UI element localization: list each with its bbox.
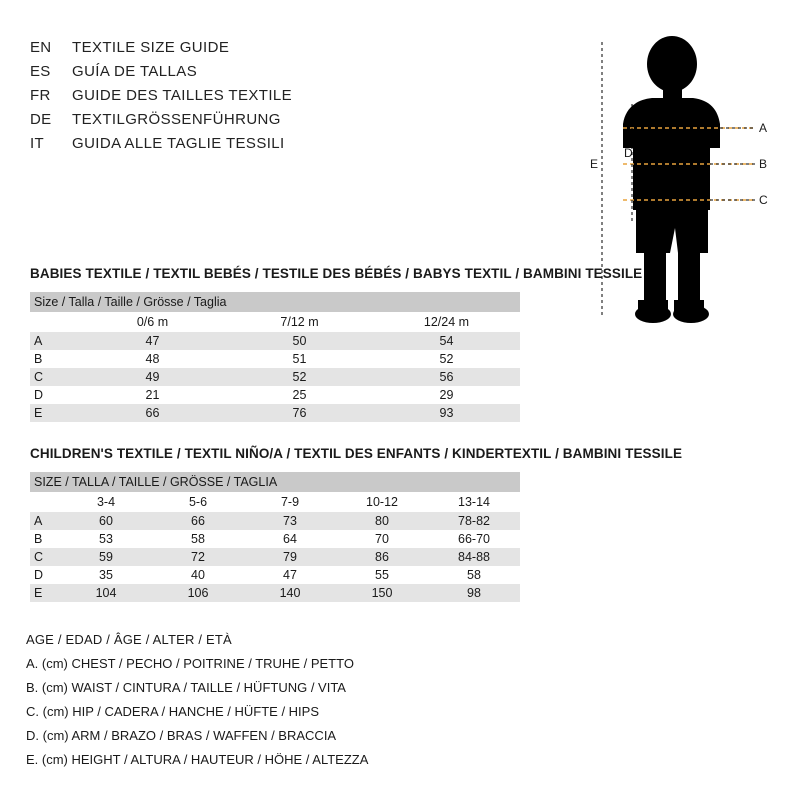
babies-cell-a-2: 54 <box>373 332 520 350</box>
children-col-4: 13-14 <box>428 492 520 512</box>
children-cell-a-1: 66 <box>152 512 244 530</box>
legend-block <box>26 628 368 772</box>
children-table <box>30 472 520 602</box>
table-row <box>30 386 520 404</box>
children-cell-c-2: 79 <box>244 548 336 566</box>
children-col-2: 7-9 <box>244 492 336 512</box>
title-lang-es: ES <box>30 63 51 80</box>
babies-row-label-a: A <box>30 332 79 350</box>
children-band-label: SIZE / TALLA / TAILLE / GRÖSSE / TAGLIA <box>30 472 520 492</box>
babies-section-title: BABIES TEXTILE / TEXTIL BEBÉS / TESTILE DES BÉBÉS / BABYS TEXTIL / BAMBINI TESSILE <box>30 266 643 281</box>
children-cell-a-2: 73 <box>244 512 336 530</box>
children-row-label-b: B <box>30 530 60 548</box>
title-lang-de: DE <box>30 111 52 128</box>
marker-label-a: A <box>759 121 768 135</box>
figure-svg <box>560 28 790 328</box>
title-row <box>30 60 450 84</box>
babies-cell-e-1: 76 <box>226 404 373 422</box>
children-cell-c-1: 72 <box>152 548 244 566</box>
babies-row-label-e: E <box>30 404 79 422</box>
legend-line-e: E. (cm) HEIGHT / ALTURA / HAUTEUR / HÖHE / ALTEZZA <box>26 752 369 767</box>
children-section-title: CHILDREN'S TEXTILE / TEXTIL NIÑO/A / TEXTIL DES ENFANTS / KINDERTEXTIL / BAMBINI TESSILE <box>30 446 683 461</box>
table-row <box>30 512 520 530</box>
children-cell-e-0: 104 <box>60 584 152 602</box>
child-figure-diagram <box>560 28 790 328</box>
table-row <box>30 368 520 386</box>
title-text-fr: GUIDE DES TAILLES TEXTILE <box>72 87 293 104</box>
babies-cell-c-2: 56 <box>373 368 520 386</box>
children-cell-e-1: 106 <box>152 584 244 602</box>
children-col-0: 3-4 <box>60 492 152 512</box>
title-block <box>30 36 450 156</box>
babies-cell-b-0: 48 <box>79 350 226 368</box>
table-row <box>30 404 520 422</box>
babies-cell-a-0: 47 <box>79 332 226 350</box>
title-row <box>30 108 450 132</box>
table-row <box>30 548 520 566</box>
children-cell-d-2: 47 <box>244 566 336 584</box>
title-lang-fr: FR <box>30 87 51 104</box>
babies-table <box>30 292 520 422</box>
children-cell-a-0: 60 <box>60 512 152 530</box>
children-col-3: 10-12 <box>336 492 428 512</box>
children-cell-b-1: 58 <box>152 530 244 548</box>
marker-label-d: D <box>624 146 633 160</box>
title-text-de: TEXTILGRÖSSENFÜHRUNG <box>72 111 281 128</box>
marker-label-c: C <box>759 193 768 207</box>
children-row-label-a: A <box>30 512 60 530</box>
children-cell-d-0: 35 <box>60 566 152 584</box>
legend-heading: AGE / EDAD / ÂGE / ALTER / ETÀ <box>26 632 232 647</box>
marker-label-e: E <box>590 157 599 171</box>
children-cell-b-0: 53 <box>60 530 152 548</box>
babies-col-1: 7/12 m <box>226 312 373 332</box>
table-row <box>30 350 520 368</box>
table-row <box>30 584 520 602</box>
babies-col-2: 12/24 m <box>373 312 520 332</box>
babies-cell-e-0: 66 <box>79 404 226 422</box>
children-band-row <box>30 472 520 492</box>
children-cell-b-3: 70 <box>336 530 428 548</box>
children-cell-c-4: 84-88 <box>428 548 520 566</box>
title-row <box>30 36 450 60</box>
legend-line-b: B. (cm) WAIST / CINTURA / TAILLE / HÜFTUNG / VITA <box>26 680 346 695</box>
children-cell-a-3: 80 <box>336 512 428 530</box>
children-row-label-c: C <box>30 548 60 566</box>
babies-row-label-b: B <box>30 350 79 368</box>
children-cell-e-4: 98 <box>428 584 520 602</box>
babies-cell-b-1: 51 <box>226 350 373 368</box>
children-column-header-row <box>30 492 520 512</box>
children-cell-e-2: 140 <box>244 584 336 602</box>
title-text-es: GUÍA DE TALLAS <box>72 63 198 80</box>
babies-cell-b-2: 52 <box>373 350 520 368</box>
children-cell-e-3: 150 <box>336 584 428 602</box>
babies-corner-cell <box>30 312 79 332</box>
title-text-it: GUIDA ALLE TAGLIE TESSILI <box>72 135 285 152</box>
children-cell-a-4: 78-82 <box>428 512 520 530</box>
legend-line-c: C. (cm) HIP / CADERA / HANCHE / HÜFTE / HIPS <box>26 704 320 719</box>
title-row <box>30 84 450 108</box>
babies-band-label: Size / Talla / Taille / Grösse / Taglia <box>30 292 520 312</box>
children-cell-c-3: 86 <box>336 548 428 566</box>
children-cell-d-4: 58 <box>428 566 520 584</box>
title-lang-it: IT <box>30 135 44 152</box>
babies-column-header-row <box>30 312 520 332</box>
children-col-1: 5-6 <box>152 492 244 512</box>
babies-cell-d-2: 29 <box>373 386 520 404</box>
table-row <box>30 530 520 548</box>
babies-cell-c-0: 49 <box>79 368 226 386</box>
title-row <box>30 132 450 156</box>
children-corner-cell <box>30 492 60 512</box>
children-row-label-e: E <box>30 584 60 602</box>
children-cell-b-2: 64 <box>244 530 336 548</box>
title-lang-en: EN <box>30 39 52 56</box>
babies-cell-d-1: 25 <box>226 386 373 404</box>
children-cell-d-3: 55 <box>336 566 428 584</box>
children-cell-b-4: 66-70 <box>428 530 520 548</box>
legend-line-a: A. (cm) CHEST / PECHO / POITRINE / TRUHE / PETTO <box>26 656 354 671</box>
babies-col-0: 0/6 m <box>79 312 226 332</box>
babies-cell-a-1: 50 <box>226 332 373 350</box>
children-cell-d-1: 40 <box>152 566 244 584</box>
table-row <box>30 332 520 350</box>
babies-band-row <box>30 292 520 312</box>
legend-line-d: D. (cm) ARM / BRAZO / BRAS / WAFFEN / BRACCIA <box>26 728 337 743</box>
babies-row-label-d: D <box>30 386 79 404</box>
table-row <box>30 566 520 584</box>
babies-cell-e-2: 93 <box>373 404 520 422</box>
children-row-label-d: D <box>30 566 60 584</box>
children-cell-c-0: 59 <box>60 548 152 566</box>
marker-label-b: B <box>759 157 768 171</box>
babies-cell-c-1: 52 <box>226 368 373 386</box>
babies-row-label-c: C <box>30 368 79 386</box>
babies-cell-d-0: 21 <box>79 386 226 404</box>
title-text-en: TEXTILE SIZE GUIDE <box>72 39 230 56</box>
